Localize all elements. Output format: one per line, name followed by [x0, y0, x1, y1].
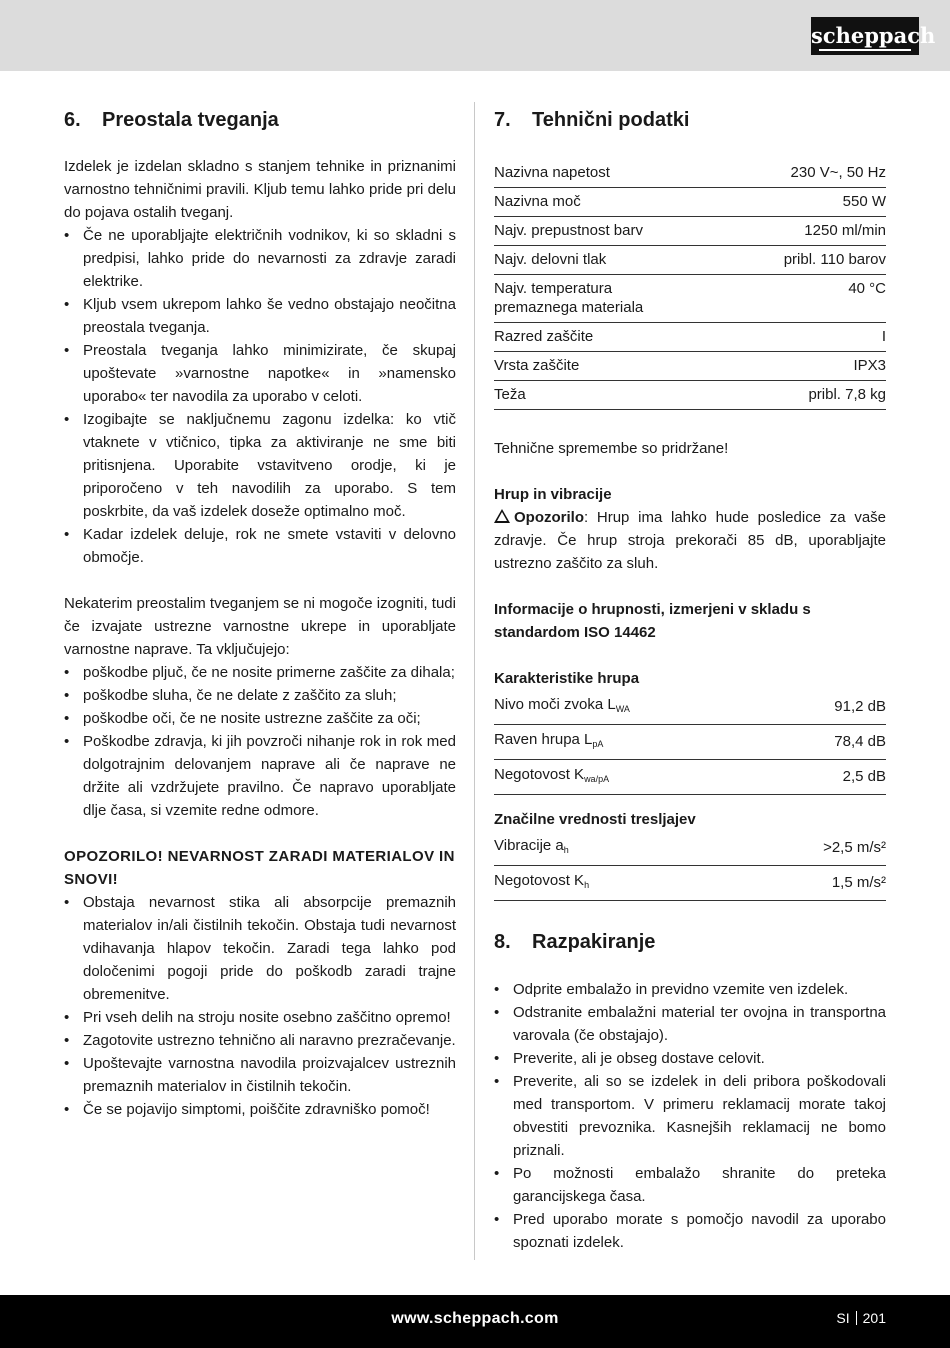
logo-underline	[819, 49, 911, 51]
list-item: • Če ne uporabljajte električnih vodnikov, ki so skladni s predpisi, lahko pride do nevarnosti za zdravje zaradi elektrike.	[64, 224, 456, 293]
tech-value: I	[674, 323, 886, 352]
tech-value: 550 W	[674, 188, 886, 217]
noise-value: 2,5 dB	[778, 760, 886, 795]
table-row	[494, 831, 886, 866]
list-item: • Preverite, ali je obseg dostave celovit.	[494, 1047, 886, 1070]
noise-label-sub: wa/pA	[584, 774, 610, 784]
table-row	[494, 725, 886, 760]
intro-paragraph: Izdelek je izdelan skladno s stanjem tehnike in priznanimi varnostno tehničnimi pravili. Kljub temu lahko pride pri delu do pojava ostalih tveganj.	[64, 158, 456, 221]
section-6-heading	[64, 95, 456, 145]
tech-value: 1250 ml/min	[674, 217, 886, 246]
noise-value: 91,2 dB	[778, 690, 886, 725]
noise-characteristics-heading: Karakteristike hrupa	[494, 670, 640, 687]
warning-label: Opozorilo	[514, 509, 584, 526]
list-item: • Po možnosti embalažo shranite do preteka garancijskega časa.	[494, 1162, 886, 1208]
left-column	[64, 95, 456, 1121]
page-number	[836, 1295, 886, 1342]
section-8-heading	[494, 917, 886, 967]
column-divider	[474, 102, 475, 1260]
vib-label-text: Vibracije a	[494, 837, 564, 854]
risk-list-2	[64, 661, 456, 822]
list-item: • Upoštevajte varnostna navodila proizvajalcev ustreznih premaznih materialov in čistilnih tekočin.	[64, 1052, 456, 1098]
footer-bar	[0, 1295, 950, 1348]
tech-data-table	[494, 159, 886, 410]
list-item: • Pri vseh delih na stroju nosite osebno zaščitno opremo!	[64, 1006, 456, 1029]
list-item: • poškodbe pljuč, če ne nosite primerne zaščite za dihala;	[64, 661, 456, 684]
warning-heading: OPOZORILO! NEVARNOST ZARADI MATERIALOV IN SNOVI!	[64, 848, 455, 888]
section-number: 8.	[494, 931, 511, 953]
page-num: 201	[862, 1310, 886, 1326]
tech-value: pribl. 110 barov	[674, 246, 886, 275]
table-row	[494, 381, 886, 410]
section-number: 6.	[64, 109, 81, 131]
vib-value: 1,5 m/s²	[730, 866, 886, 901]
list-item: • Pred uporabo morate s pomočjo navodil za uporabo spoznati izdelek.	[494, 1208, 886, 1254]
warning-icon	[494, 509, 510, 523]
noise-label-text: Raven hrupa L	[494, 731, 593, 748]
tech-label: Najv. temperatura premaznega materiala	[494, 275, 674, 323]
vib-label-text: Negotovost K	[494, 872, 585, 889]
table-row	[494, 760, 886, 795]
vibration-table	[494, 831, 886, 901]
noise-label-sub: pA	[592, 739, 604, 749]
residual-risk-paragraph: Nekaterim preostalim tveganjem se ni mogoče izogniti, tudi če izvajate ustrezne varnostne ukrepe in uporabljate varnostne naprave. Ta vključujejo:	[64, 595, 456, 658]
list-item: • Odstranite embalažni material ter ovojna in transportna varovala (če obstajajo).	[494, 1001, 886, 1047]
section-title: Razpakiranje	[532, 931, 656, 953]
vib-label	[494, 866, 730, 901]
table-row	[494, 352, 886, 381]
noise-label-text: Negotovost K	[494, 766, 585, 783]
unpacking-list	[494, 978, 886, 1254]
warning-text: : Hrup ima lahko hude posledice za vaše zdravje. Če hrup stroja prekorači 85 dB, uporabljajte ustrezno zaščito za sluh.	[494, 509, 886, 572]
page-separator	[856, 1311, 857, 1325]
list-item: • poškodbe sluha, če ne delate z zaščito za sluh;	[64, 684, 456, 707]
tech-label: Nazivna napetost	[494, 159, 674, 188]
list-item: • Preostala tveganja lahko minimizirate, če skupaj upoštevate »varnostne napotke« in »namensko uporabo« ter navodila za uporabo v celoti.	[64, 339, 456, 408]
vib-label-sub: h	[584, 880, 590, 890]
table-row	[494, 275, 886, 323]
table-row	[494, 188, 886, 217]
vib-label-sub: h	[563, 845, 569, 855]
table-row	[494, 159, 886, 188]
noise-warning	[494, 506, 886, 575]
list-item: • Zagotovite ustrezno tehnično ali naravno prezračevanje.	[64, 1029, 456, 1052]
brand-logo	[811, 17, 936, 55]
noise-table	[494, 690, 886, 795]
noise-label-text: Nivo moči zvoka L	[494, 696, 616, 713]
table-row	[494, 866, 886, 901]
table-row	[494, 323, 886, 352]
tech-value: 230 V~, 50 Hz	[674, 159, 886, 188]
table-row	[494, 690, 886, 725]
page-lang: SI	[836, 1310, 850, 1326]
tech-label: Razred zaščite	[494, 323, 674, 352]
risk-list-3	[64, 891, 456, 1121]
noise-label	[494, 725, 778, 760]
noise-heading: Hrup in vibracije	[494, 486, 612, 503]
tech-label: Teža	[494, 381, 674, 410]
table-row	[494, 217, 886, 246]
list-item: • Če se pojavijo simptomi, poiščite zdravniško pomoč!	[64, 1098, 456, 1121]
list-item: • Odprite embalažo in previdno vzemite ven izdelek.	[494, 978, 886, 1001]
tech-value: pribl. 7,8 kg	[674, 381, 886, 410]
noise-label-sub: WA	[615, 704, 630, 714]
list-item: • Izogibajte se naključnemu zagonu izdelka: ko vtič vtaknete v vtičnico, tipka za aktiviranje ne sme biti pritisnjena. Uporabite vstavitveno orodje, ki je priporočeno v teh navodilih za uporabo. S tem poskrbite, da vaš izdelek doseže optimalno moč.	[64, 408, 456, 523]
section-7-heading	[494, 95, 886, 145]
tech-value: 40 °C	[674, 275, 886, 323]
noise-value: 78,4 dB	[778, 725, 886, 760]
section-number: 7.	[494, 109, 511, 131]
vibration-heading: Značilne vrednosti tresljajev	[494, 811, 696, 828]
tech-label: Najv. delovni tlak	[494, 246, 674, 275]
noise-label	[494, 760, 778, 795]
right-column	[494, 95, 886, 1254]
noise-info-heading: Informacije o hrupnosti, izmerjeni v skladu s standardom ISO 14462	[494, 601, 811, 641]
vib-value: >2,5 m/s²	[730, 831, 886, 866]
header-bar	[0, 0, 950, 71]
list-item: • Preverite, ali so se izdelek in deli pribora poškodovali med transportom. V primeru reklamacij morate takoj obvestiti prevoznika. Kasnejših reklamacij ne bomo priznali.	[494, 1070, 886, 1162]
brand-logo-text: scheppach	[811, 23, 936, 48]
list-item: • Obstaja nevarnost stika ali absorpcije premaznih materialov in/ali čistilnih tekočin. Obstaja tudi nevarnost vdihavanja hlapov tekočin. Zaradi tega lahko pod določenimi pogoji pride do poškodb zaradi trajne obremenitve.	[64, 891, 456, 1006]
tech-value: IPX3	[674, 352, 886, 381]
section-title: Tehnični podatki	[532, 109, 690, 131]
tech-label: Vrsta zaščite	[494, 352, 674, 381]
section-title: Preostala tveganja	[102, 109, 279, 131]
tech-label: Najv. prepustnost barv	[494, 217, 674, 246]
tech-note: Tehnične spremembe so pridržane!	[494, 440, 729, 457]
list-item: • Kljub vsem ukrepom lahko še vedno obstajajo neočitna preostala tveganja.	[64, 293, 456, 339]
list-item: • Kadar izdelek deluje, rok ne smete vstaviti v delovno območje.	[64, 523, 456, 569]
noise-label	[494, 690, 778, 725]
vib-label	[494, 831, 730, 866]
table-row	[494, 246, 886, 275]
footer-url: www.scheppach.com	[391, 1310, 559, 1327]
risk-list-1	[64, 224, 456, 569]
list-item: • Poškodbe zdravja, ki jih povzroči nihanje rok in rok med dolgotrajnim delovanjem naprave ali če naprave ne držite ali vzdržujete pravilno. Če napravo uporabljate dlje časa, si vzemite redne odmore.	[64, 730, 456, 822]
tech-label: Nazivna moč	[494, 188, 674, 217]
list-item: • poškodbe oči, če ne nosite ustrezne zaščite za oči;	[64, 707, 456, 730]
